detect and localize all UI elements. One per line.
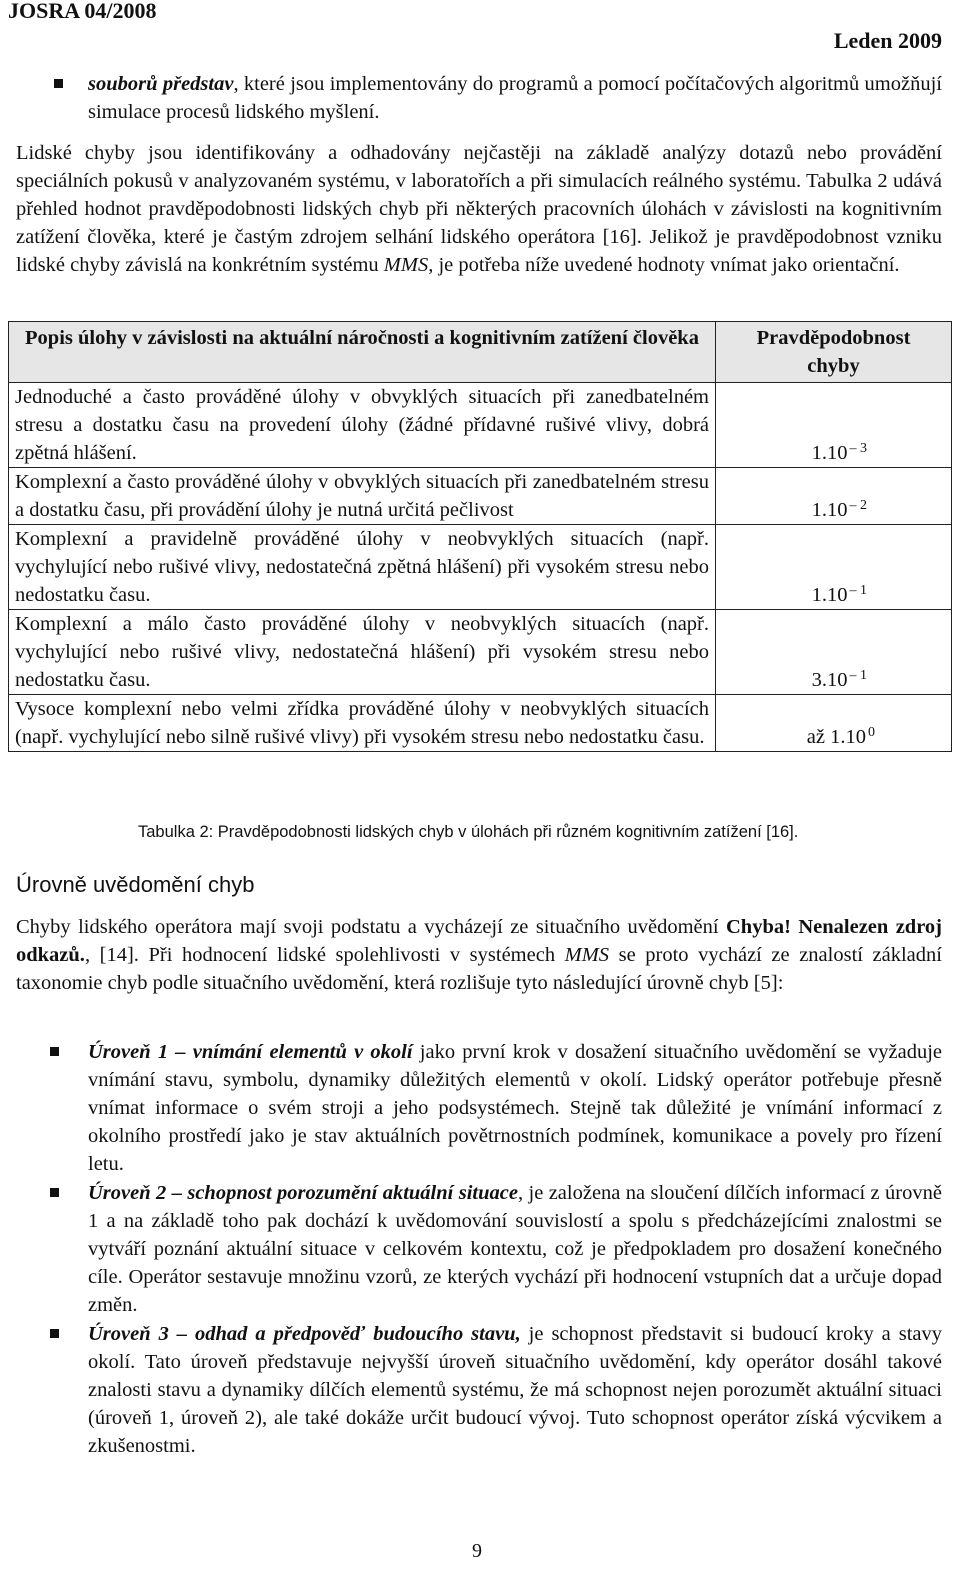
table-header-row xyxy=(9,322,952,383)
section-heading: Úrovně uvědomění chyb xyxy=(16,872,255,897)
row-probability: 1.10 $^{- 2}$ xyxy=(716,468,952,525)
table-row xyxy=(9,695,952,752)
row-description: Vysoce komplexní nebo velmi zřídka prováděné úlohy v neobvyklých situacích (např. vychylující nebo silně rušivé vlivy) při vysokém stresu nebo nedostatku času. xyxy=(9,695,716,752)
level-text: je schopnost představit si budoucí kroky a stavy okolí. Tato úroveň představuje nejvyšší úroveň situačního uvědomění, kdy operátor dosáhl takové znalosti stavu a dynamiky dílčích elementů systému, že má schopnost nejen porozumět aktuální situaci (úroveň 1, úroveň 2), ale také dokáže určit budoucí vývoj. Tuto schopnost operátor získá výcvikem a zkušenostmi. xyxy=(88,1323,942,1457)
row-description: Jednoduché a často prováděné úlohy v obvyklých situacích při zanedbatelném stresu a dostatku času na provedení úlohy (žádné přídavné rušivé vlivy, dobrá zpětná hlášení. xyxy=(9,383,716,468)
para2-text-c: se proto vychází ze znalostí základní taxonomie chyb podle situačního uvědomění, která rozlišuje tyto následující úrovně chyb [5]: xyxy=(16,944,942,994)
paragraph-levels-intro xyxy=(16,913,942,997)
level-item xyxy=(16,1038,942,1178)
top-bullet xyxy=(16,70,942,126)
level-text: , je založena na sloučení dílčích informací z úrovně 1 a na základě toho pak dochází k uvědomování souvislostí a spolu s předcházejícími znalostmi se vytváří poznání aktuální situace v celkovém kontextu, což je předpokladem pro dosažení konečného cíle. Operátor sestavuje množinu vzorů, ze kterých vychází při hodnocení vstupních dat a určuje dopad změn. xyxy=(88,1182,942,1316)
square-bullet-icon xyxy=(50,1047,59,1056)
row-probability: až 1.10 $^0$ xyxy=(716,695,952,752)
table-header-probability: Pravděpodobnost chyby xyxy=(716,322,952,383)
table-row xyxy=(9,610,952,695)
square-bullet-icon xyxy=(50,1188,59,1197)
square-bullet-icon xyxy=(54,79,63,88)
para1-text-a: Lidské chyby jsou identifikovány a odhadovány nejčastěji na základě analýzy dotazů nebo provádění speciálních pokusů v analyzovaném systému, v laboratořích a při simulacích reálného systému. Tabulka 2 udává přehled hodnot pravděpodobnosti lidských chyb při některých pracovních úlohách v závislosti na kognitivním zatížení člověka, které je častým zdrojem selhání lidského operátora [16]. Jelikož je pravděpodobnost vzniku lidské chyby závislá na konkrétním systému xyxy=(16,142,942,276)
page-number: 9 xyxy=(472,1540,482,1562)
level-item xyxy=(16,1179,942,1319)
row-description: Komplexní a málo často prováděné úlohy v neobvyklých situacích (např. vychylující nebo rušivé vlivy, nedostatečná hlášení) při vysokém stresu nebo nedostatku času. xyxy=(9,610,716,695)
level-text: jako první krok v dosažení situačního uvědomění se vyžaduje vnímání stavu, symbolu, dynamiky důležitých elementů v okolí. Lidský operátor potřebuje přesně vnímat informace o svém stroji a jeho podsystémech. Stejně tak důležité je vnímání informací z okolního prostředí jako je stav aktuálních povětrnostních podmínek, komunikace a povely pro řízení letu. xyxy=(88,1041,942,1175)
table-row xyxy=(9,383,952,468)
bullet-text xyxy=(88,70,942,126)
paragraph-intro xyxy=(16,139,942,279)
para2-text-a: Chyby lidského operátora mají svoji podstatu a vycházejí ze situačního uvědomění xyxy=(16,916,726,938)
journal-header: JOSRA 04/2008 xyxy=(8,0,157,23)
row-description: Komplexní a často prováděné úlohy v obvyklých situacích při zanedbatelném stresu a dostatku času, při provádění úlohy je nutná určitá pečlivost xyxy=(9,468,716,525)
level-lead: Úroveň 2 – schopnost porozumění aktuální situace xyxy=(88,1182,518,1204)
para1-text-b: , je potřeba níže uvedené hodnoty vnímat jako orientační. xyxy=(428,254,900,276)
level-lead: Úroveň 3 – odhad a předpověď budoucího stavu, xyxy=(88,1323,521,1345)
para2-text-b: , [14]. Při hodnocení lidské spolehlivosti v systémech xyxy=(84,944,565,966)
row-probability: 1.10 $^{- 3}$ xyxy=(716,383,952,468)
table-caption: Tabulka 2: Pravděpodobnosti lidských chyb v úlohách při různém kognitivním zatížení [16]. xyxy=(138,823,799,841)
table-header-description: Popis úlohy v závislosti na aktuální náročnosti a kognitivním zatížení člověka xyxy=(9,322,716,383)
reference-error: Chyba! Nenalezen zdroj odkazů. xyxy=(16,916,943,966)
square-bullet-icon xyxy=(50,1329,59,1338)
bullet-rest: , které jsou implementovány do programů a pomocí počítačových algoritmů umožňují simulace procesů lidského myšlení. xyxy=(88,73,942,123)
para2-mms: MMS xyxy=(564,944,610,966)
table-row xyxy=(9,468,952,525)
para1-mms: MMS xyxy=(383,254,429,276)
level-lead: Úroveň 1 – vnímání elementů v okolí xyxy=(88,1041,413,1063)
level-item xyxy=(16,1320,942,1460)
bullet-lead: souborů představ xyxy=(88,73,234,95)
probability-table xyxy=(8,321,952,752)
row-probability: 1.10 $^{- 1}$ xyxy=(716,525,952,610)
issue-date: Leden 2009 xyxy=(833,28,942,53)
row-description: Komplexní a pravidelně prováděné úlohy v neobvyklých situacích (např. vychylující nebo rušivé vlivy, nedostatečná zpětná hlášení) při vysokém stresu nebo nedostatku času. xyxy=(9,525,716,610)
row-probability: 3.10 $^{- 1}$ xyxy=(716,610,952,695)
table-row xyxy=(9,525,952,610)
